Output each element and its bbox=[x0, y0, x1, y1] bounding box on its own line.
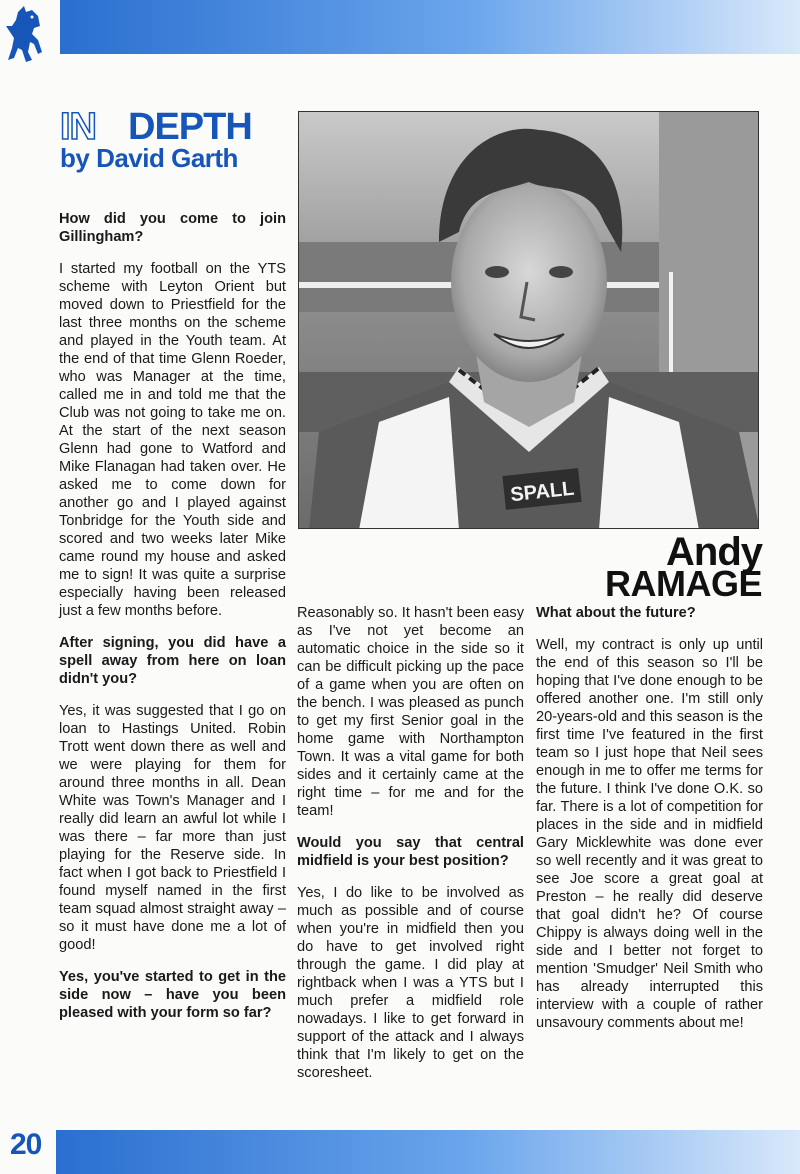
footer-bar bbox=[56, 1130, 800, 1174]
column-3 bbox=[536, 604, 763, 1046]
question: How did you come to join Gillingham? bbox=[59, 211, 286, 245]
title-depth: DEPTH bbox=[128, 106, 252, 148]
question: What about the future? bbox=[536, 605, 696, 621]
header-bar bbox=[60, 0, 800, 54]
answer: Yes, I do like to be involved as much as possible and of course when you're in midfield then you do have to get involved right through the game. I did play at rightback when I was a YTS but I much prefer a midfield role nowadays. I like to get forward in support of the attack and I always think that I'm likely to get on the scoresheet. bbox=[297, 885, 524, 1081]
question: Would you say that central midfield is your best position? bbox=[297, 835, 524, 869]
player-photo-illustration bbox=[299, 112, 759, 529]
byline: by David Garth bbox=[60, 143, 238, 173]
answer: Yes, it was suggested that I go on loan to Hastings United. Robin Trott went down there as well and we were playing for them for around three months in all. Dean White was Town's Manager and I really did learn an awful lot while I was there – far more than just playing for the Reserve side. In fact when I got back to Priestfield I found myself named in the first team squad almost straight away – so it must have done me a lot of good! bbox=[59, 703, 286, 953]
player-photo bbox=[298, 111, 759, 529]
question: Yes, you've started to get in the side now – have you been pleased with your form so far? bbox=[59, 969, 286, 1021]
question: After signing, you did have a spell away from here on loan didn't you? bbox=[59, 635, 286, 687]
player-first-name: Andy bbox=[666, 530, 762, 574]
answer: Well, my contract is only up until the end of this season so I'll be hoping that I've done enough to be offered another one. I'm still only 20-years-old and this season is the first time I've featured in the first team so I just hope that Neil sees enough in me to offer me terms for the future. I think I've done O.K. so far. There is a lot of competition for places in the side and in midfield Gary Micklewhite was done ever so well recently and it was great to see Joe score a great goal at Preston – he really did deserve that goal didn't he? Of course Chippy is always doing well in the side and I better not forget to mention 'Smudger' Neil Smith who has already interrupted this interview with a couple of rather unsavoury comments about me! bbox=[536, 637, 763, 1031]
shirt-sponsor: SPALL bbox=[509, 477, 576, 507]
horse-icon bbox=[4, 4, 52, 64]
page-number: 20 bbox=[10, 1128, 42, 1161]
column-2 bbox=[297, 604, 524, 1096]
answer: Reasonably so. It hasn't been easy as I've not yet become an automatic choice in the side so it can be difficult picking up the pace of a game when you are often on the bench. I was pleased as punch to get my first Senior goal in the home game with Northampton Town. It was a vital game for both sides and it certainly came at the right time – for me and for the team! bbox=[297, 605, 524, 819]
title-in: IN bbox=[60, 106, 96, 148]
answer: I started my football on the YTS scheme with Leyton Orient but moved down to Priestfield for the last three months on the scheme and played in the Youth team. At the end of that time Glenn Roeder, who was Manager at the time, called me in and told me that the Club was not going to take me on. At the start of the next season Glenn had gone to Watford and Mike Flanagan had taken over. He asked me to come down for another go and I played against Tonbridge for the Youth side and scored and two weeks later Mike came round my house and asked me to sign! It was quite a surprise especially having been released just a few months before. bbox=[59, 261, 286, 619]
column-1 bbox=[59, 210, 286, 1036]
player-last-name: RAMAGE bbox=[605, 563, 762, 604]
